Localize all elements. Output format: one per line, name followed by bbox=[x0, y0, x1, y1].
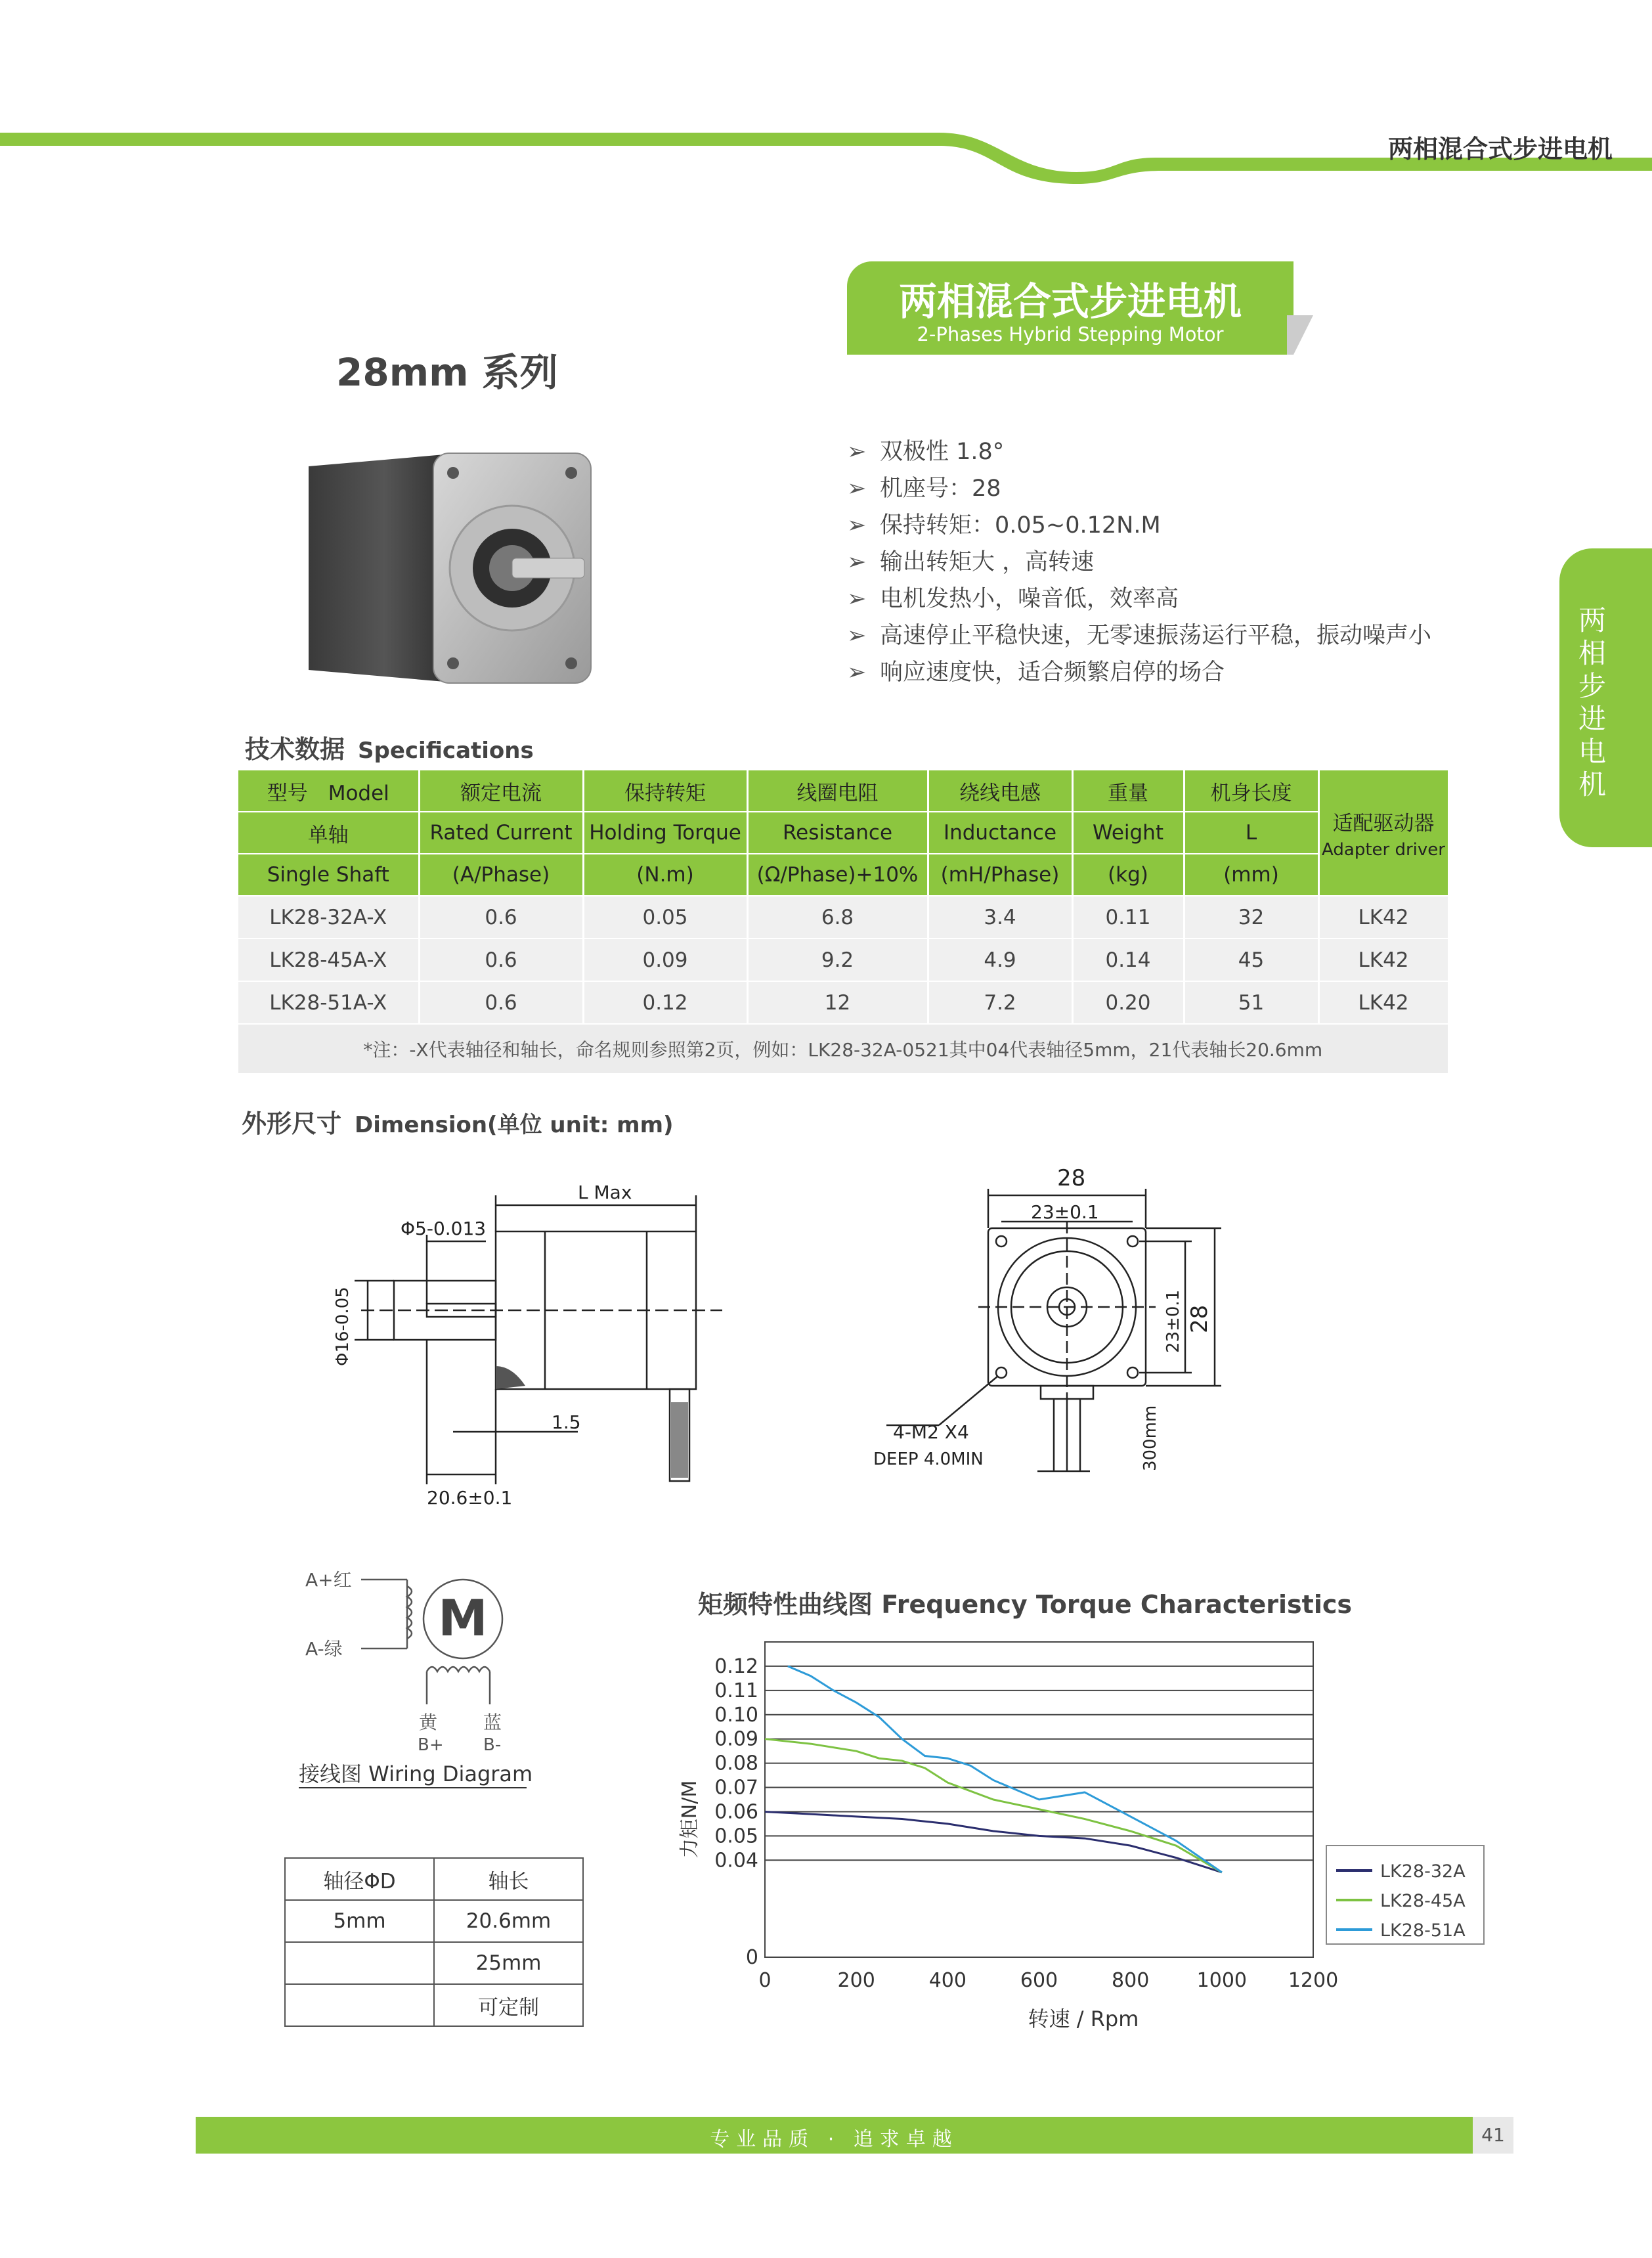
dimension-title: 外形尺寸 Dimension(单位 unit: mm) bbox=[242, 1109, 674, 1138]
wire-b-minus-color: 蓝 bbox=[483, 1712, 502, 1733]
feature-item: ➢ 响应速度快，适合频繁启停的场合 bbox=[847, 654, 1431, 691]
x-tick-label: 1200 bbox=[1288, 1969, 1339, 1992]
x-tick-label: 400 bbox=[928, 1969, 967, 1992]
wire-a-plus: A+红 bbox=[305, 1569, 352, 1591]
axle-table bbox=[284, 1857, 584, 2027]
y-tick-label: 0.10 bbox=[714, 1703, 758, 1727]
dim-screw: 4-M2 X4 bbox=[893, 1421, 969, 1443]
table-row: LK28-32A-X 0.6 0.05 6.8 3.4 0.11 32 LK42 bbox=[238, 896, 1448, 939]
x-tick-label: 1000 bbox=[1196, 1969, 1248, 1992]
chart-title: 矩频特性曲线图 Frequency Torque Characteristics bbox=[698, 1590, 1352, 1619]
page-number: 41 bbox=[1473, 2117, 1513, 2154]
dim-step: 1.5 bbox=[552, 1411, 581, 1433]
wiring-caption: 接线图 Wiring Diagram bbox=[299, 1761, 533, 1786]
series-title: 28mm 系列 bbox=[336, 350, 558, 395]
dim-hole-pitch-v: 23±0.1 bbox=[1163, 1289, 1183, 1353]
x-tick-label: 0 bbox=[758, 1969, 772, 1992]
x-tick-label: 800 bbox=[1112, 1969, 1150, 1992]
dim-l-max: L Max bbox=[578, 1182, 632, 1203]
banner-title-en: 2-Phases Hybrid Stepping Motor bbox=[917, 323, 1224, 345]
table-row: 25mm bbox=[285, 1942, 583, 1984]
arrow-icon: ➢ bbox=[847, 623, 867, 649]
y-tick-label: 0.08 bbox=[714, 1752, 758, 1775]
feature-item: ➢ 机座号：28 bbox=[847, 470, 1431, 507]
table-row: 可定制 bbox=[285, 1984, 583, 2026]
arrow-icon: ➢ bbox=[847, 512, 867, 539]
y-tick-label: 0 bbox=[745, 1946, 758, 1969]
dim-hole-pitch: 23±0.1 bbox=[1031, 1201, 1099, 1223]
side-view-drawing bbox=[328, 1169, 735, 1524]
spec-table bbox=[238, 770, 1450, 1074]
y-tick-label: 0.12 bbox=[714, 1654, 758, 1678]
legend-label: LK28-32A bbox=[1380, 1861, 1466, 1882]
y-tick-label: 0.11 bbox=[714, 1679, 758, 1702]
legend-label: LK28-51A bbox=[1380, 1920, 1466, 1941]
y-tick-label: 0.06 bbox=[714, 1800, 758, 1824]
feature-item: ➢ 双极性 1.8° bbox=[847, 433, 1431, 470]
feature-list bbox=[847, 433, 1431, 691]
chart-y-label: 力矩N/M bbox=[678, 1780, 701, 1859]
feature-item: ➢ 高速停止平稳快速，无零速振荡运行平稳，振动噪声小 bbox=[847, 617, 1431, 654]
feature-item: ➢ 电机发热小，噪音低，效率高 bbox=[847, 581, 1431, 617]
chart-x-label: 转速 / Rpm bbox=[1028, 2006, 1139, 2031]
wire-b-minus: B- bbox=[483, 1735, 502, 1755]
x-tick-label: 600 bbox=[1020, 1969, 1058, 1992]
front-view-drawing bbox=[867, 1156, 1234, 1484]
arrow-icon: ➢ bbox=[847, 439, 867, 465]
footer-slogan: 专业品质 · 追求卓越 bbox=[710, 2128, 959, 2151]
table-header-row: 单轴 Rated Current Holding Torque Resistance Inductance Weight L bbox=[238, 812, 1448, 854]
motor-photo bbox=[295, 447, 604, 696]
dim-height: 28 bbox=[1186, 1304, 1213, 1333]
table-header-row: 型号 Model 额定电流 保持转矩 线圈电阻 绕线电感 重量 机身长度 适配驱动器 Adapter driver bbox=[238, 770, 1448, 812]
specs-title: 技术数据 Specifications bbox=[245, 735, 534, 764]
dim-shaft-length: 20.6±0.1 bbox=[427, 1487, 513, 1509]
x-tick-label: 200 bbox=[837, 1969, 875, 1992]
dim-depth: DEEP 4.0MIN bbox=[873, 1450, 984, 1469]
table-note-row bbox=[238, 1024, 1448, 1074]
y-tick-label: 0.09 bbox=[714, 1727, 758, 1751]
dim-shaft-dia: Φ5-0.013 bbox=[401, 1218, 487, 1239]
dim-flange-dia: Φ16-0.05 bbox=[333, 1287, 353, 1366]
wire-a-minus: A-绿 bbox=[305, 1638, 343, 1660]
y-tick-label: 0.04 bbox=[714, 1849, 758, 1872]
dim-lead-length: 300mm bbox=[1141, 1405, 1160, 1471]
table-row: 5mm 20.6mm bbox=[285, 1900, 583, 1942]
torque-chart bbox=[670, 1629, 1550, 2043]
driver-header: 适配驱动器 Adapter driver bbox=[1318, 770, 1448, 896]
side-tab-label: 两相步进电机 bbox=[1578, 604, 1606, 801]
wire-b-plus-color: 黄 bbox=[419, 1712, 438, 1733]
motor-symbol: M bbox=[438, 1589, 488, 1647]
feature-item: ➢ 输出转矩大 ，高转速 bbox=[847, 544, 1431, 581]
spec-note: *注：-X代表轴径和轴长，命名规则参照第2页，例如：LK28-32A-0521其中04代表轴径5mm，21代表轴长20.6mm bbox=[238, 1024, 1448, 1074]
table-row: LK28-45A-X 0.6 0.09 9.2 4.9 0.14 45 LK42 bbox=[238, 939, 1448, 981]
y-tick-label: 0.07 bbox=[714, 1776, 758, 1800]
feature-item: ➢ 保持转矩：0.05~0.12N.M bbox=[847, 507, 1431, 544]
legend-label: LK28-45A bbox=[1380, 1891, 1466, 1911]
table-header-row: 轴径ΦD 轴长 bbox=[285, 1858, 583, 1900]
arrow-icon: ➢ bbox=[847, 476, 867, 502]
table-header-row: Single Shaft (A/Phase) (N.m) (Ω/Phase)+10% (mH/Phase) (kg) (mm) bbox=[238, 854, 1448, 896]
dim-width: 28 bbox=[1057, 1165, 1086, 1191]
arrow-icon: ➢ bbox=[847, 586, 867, 612]
header-title: 两相混合式步进电机 bbox=[1387, 135, 1613, 164]
chart-x-ticks bbox=[758, 1969, 1338, 1992]
wire-b-plus: B+ bbox=[418, 1735, 444, 1755]
arrow-icon: ➢ bbox=[847, 659, 867, 686]
y-tick-label: 0.05 bbox=[714, 1825, 758, 1848]
wiring-diagram bbox=[289, 1550, 565, 1793]
arrow-icon: ➢ bbox=[847, 549, 867, 575]
banner-title-cn: 两相混合式步进电机 bbox=[898, 279, 1242, 324]
chart-y-ticks bbox=[714, 1655, 758, 1969]
table-row: LK28-51A-X 0.6 0.12 12 7.2 0.20 51 LK42 bbox=[238, 981, 1448, 1024]
